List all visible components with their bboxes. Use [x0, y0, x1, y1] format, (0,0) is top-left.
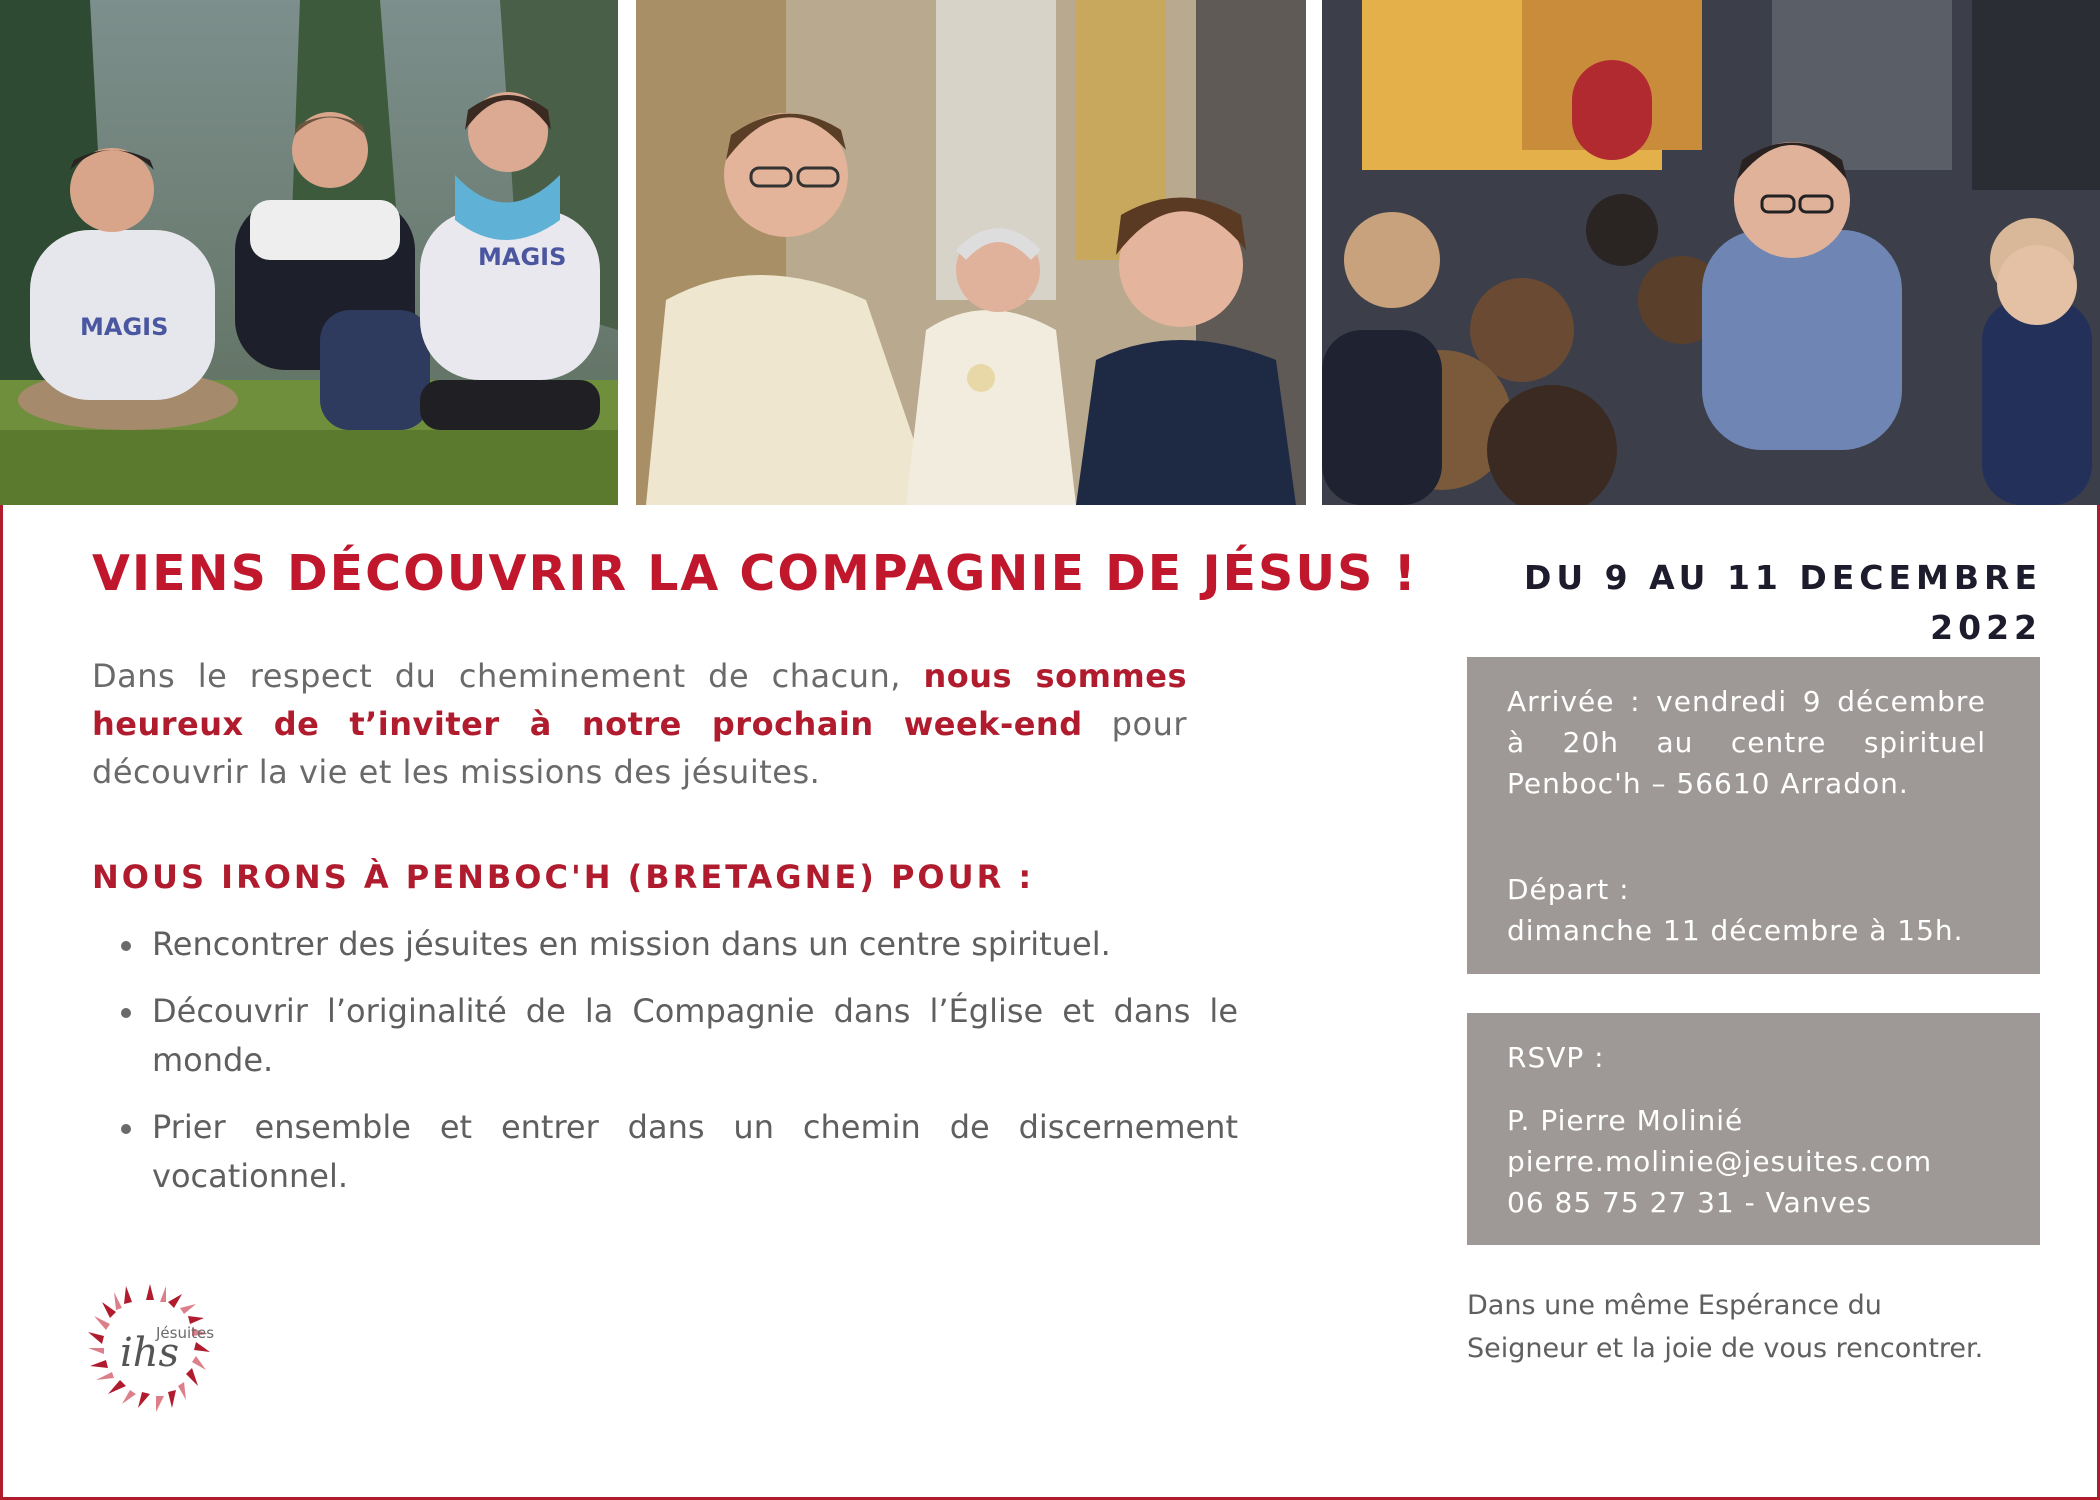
- event-dates-line2: 2022: [1930, 608, 2042, 647]
- closing-line1: Dans une même Espérance du: [1467, 1290, 1882, 1321]
- photo-group-outdoors: [0, 0, 618, 505]
- sun-rays-icon: [86, 1282, 226, 1412]
- rsvp-label: RSVP :: [1507, 1041, 1605, 1074]
- event-dates: [1440, 553, 2042, 653]
- svg-text:MAGIS: MAGIS: [478, 243, 567, 271]
- intro-paragraph: [92, 652, 1187, 796]
- list-item: Découvrir l’originalité de la Compagnie dans l’Église et dans le monde.: [118, 987, 1238, 1085]
- rsvp-box: [1467, 1013, 2040, 1245]
- departure-text: dimanche 11 décembre à 15h.: [1507, 914, 1964, 947]
- intro-text-end: pour découvrir la vie et les missions des jésuites.: [92, 705, 1187, 791]
- svg-text:ihs: ihs: [120, 1330, 180, 1376]
- closing-message: [1467, 1284, 2067, 1370]
- intro-highlight: nous sommes heureux de t’inviter à notre prochain week-end: [92, 657, 1188, 743]
- list-item: Rencontrer des jésuites en mission dans un centre spirituel.: [118, 920, 1238, 969]
- rsvp-phone: 06 85 75 27 31 - Vanves: [1507, 1186, 1872, 1219]
- svg-text:MAGIS: MAGIS: [80, 313, 169, 341]
- arrival-text: Arrivée : vendredi 9 décembre à 20h au centre spirituel Penboc'h – 56610 Arradon.: [1507, 685, 1986, 800]
- event-dates-line1: DU 9 AU 11 DECEMBRE: [1524, 558, 2042, 597]
- jesuites-logo: [86, 1282, 226, 1412]
- departure-label: Départ :: [1507, 873, 1630, 906]
- closing-line2: Seigneur et la joie de vous rencontrer.: [1467, 1333, 1984, 1364]
- logo-text: Jésuites: [156, 1324, 215, 1342]
- intro-text-start: Dans le respect du cheminement de chacun,: [92, 657, 924, 695]
- photo-communion-ceremony: [636, 0, 1306, 505]
- list-item: Prier ensemble et entrer dans un chemin de discernement vocationnel.: [118, 1103, 1238, 1201]
- program-list: [118, 920, 1238, 1219]
- rsvp-email[interactable]: pierre.molinie@jesuites.com: [1507, 1145, 1933, 1178]
- program-heading: NOUS IRONS À PENBOC'H (BRETAGNE) POUR :: [92, 858, 1035, 896]
- schedule-box: [1467, 657, 2040, 974]
- rsvp-name: P. Pierre Molinié: [1507, 1104, 1744, 1137]
- photo-children-group: [1322, 0, 2100, 505]
- page-title: VIENS DÉCOUVRIR LA COMPAGNIE DE JÉSUS !: [92, 545, 1418, 602]
